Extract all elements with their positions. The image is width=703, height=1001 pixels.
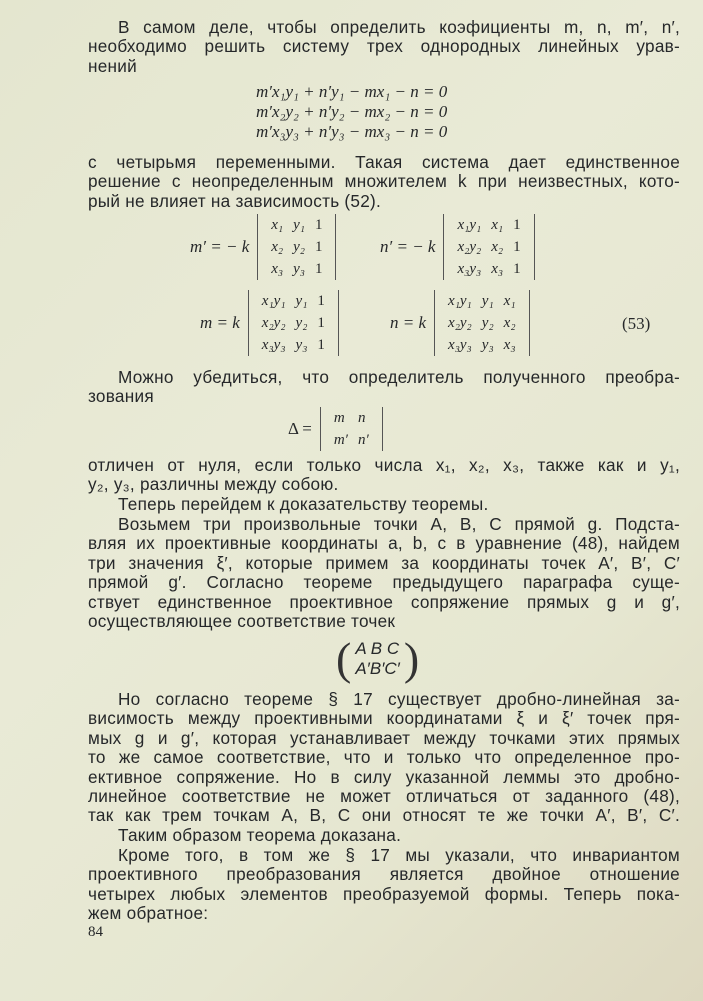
equation-2: m′x₂y₂ + n′y₂ − mx₂ − n = 0 [256,102,448,121]
text-line: жем обратное: [88,903,209,924]
right-paren: ) [403,633,420,684]
paragraph-three-points [88,515,680,631]
text-line: линейное соответствие не может отличаться от заданного (48), [88,786,680,807]
text-line: Можно убедиться, что определитель полученного преобра- [118,367,680,387]
page-number: 84 [88,924,103,940]
determinant-m-prime: m′ = − k x₁ y₁ 1 x₂ y₂ 1 x₃ y₃ 1 [190,214,340,280]
text-line: висимость между проективными координатами ξ и ξ′ точек пря- [88,708,680,729]
text-line: ствует единственное проективное сопряжение прямых g и g′, [88,591,680,612]
determinant-n-prime: n′ = − k x₁y₁ x₁ 1 x₂y₂ x₂ 1 x₃y₃ x₃ 1 [380,214,539,280]
text-line: зования [88,386,154,407]
text-line: Кроме того, в том же § 17 мы указали, что инвариантом [118,845,680,865]
determinant-matrix: x₁y₁ y₁ x₁ x₂y₂ y₂ x₂ x₃y₃ y₃ x₃ [434,290,530,356]
correspondence-bottom: A′B′C′ [355,658,400,678]
text-line: нений [88,55,137,76]
text-line: то же самое соответствие, что и только что определенное про- [88,747,680,768]
paragraph-nonzero [88,456,680,495]
determinant-matrix: x₁y₁ x₁ 1 x₂y₂ x₂ 1 x₃y₃ x₃ 1 [443,214,534,280]
text-line: ективное сопряжение. Но в силу указанной леммы это дробно- [88,766,680,787]
text-line: отличен от нуля, если только числа x₁, x₂, x₃, также как и y₁, [88,455,680,475]
correspondence-top: A B C [355,638,400,658]
text-line: решение с неопределенным множителем k при неизвестных, кото- [88,171,680,192]
paragraph-solution [88,153,680,211]
text-line: необходимо решить систему трех однородных линейных урав- [88,36,680,57]
determinant-m: m = k x₁y₁ y₁ 1 x₂y₂ y₂ 1 x₃y₃ y₃ 1 [200,290,343,356]
determinant-matrix: m n m′ n′ [320,407,383,451]
text-line: Возьмем три произвольные точки A, B, C прямой g. Подста- [118,514,680,534]
paragraph-fractional-linear [88,690,680,826]
text-line: три значения ξ′, которые примем за координаты точек A′, B′, C′ [88,552,680,573]
equation-3: m′x₃y₃ + n′y₃ − mx₃ − n = 0 [256,122,448,141]
determinant-matrix: x₁y₁ y₁ 1 x₂y₂ y₂ 1 x₃y₃ y₃ 1 [248,290,339,356]
paragraph-intro [88,18,680,76]
text-line: прямой g′. Согласно теореме предыдущего параграфа суще- [88,572,680,593]
text-line: проективного преобразования является двойное отношение [88,864,680,885]
text-line: рый не влияет на зависимость (52). [88,190,382,211]
paragraph-proved [88,826,680,845]
text-line: Таким образом теорема доказана. [118,825,402,845]
paragraph-invariant [88,846,680,924]
left-paren: ( [336,633,352,684]
text-line: осуществляющее соответствие точек [88,611,396,632]
text-line: вляя их проективные координаты a, b, c в уравнение (48), найдем [88,533,680,554]
text-line: четырех любых элементов преобразуемой формы. Теперь пока- [88,883,680,904]
paragraph-proof-start [88,495,680,514]
delta-determinant: Δ = m n m′ n′ [288,407,387,451]
text-line: y₂, y₃, различны между собою. [88,474,339,495]
paragraph-determinant [88,368,680,407]
point-correspondence [336,632,419,685]
text-line: мых g и g′, которая устанавливает между точками этих прямых [88,727,680,748]
text-line: так как трем точкам A, B, C они относят те же точки A′, B′, C′. [88,805,680,826]
text-line: Но согласно теореме § 17 существует дробно-линейная за- [118,689,680,709]
determinant-matrix: x₁ y₁ 1 x₂ y₂ 1 x₃ y₃ 1 [257,214,336,280]
text-line: Теперь перейдем к доказательству теоремы. [118,494,489,514]
equation-number: (53) [622,314,651,333]
text-line: с четырьмя переменными. Такая система дает единственное [88,152,680,172]
equation-1: m′x₁y₁ + n′y₁ − mx₁ − n = 0 [256,82,448,101]
determinant-n: n = k x₁y₁ y₁ x₁ x₂y₂ y₂ x₂ x₃y₃ y₃ x₃ [390,290,534,356]
text-line: В самом деле, чтобы определить коэфициенты m, n, m′, n′, [118,17,680,37]
